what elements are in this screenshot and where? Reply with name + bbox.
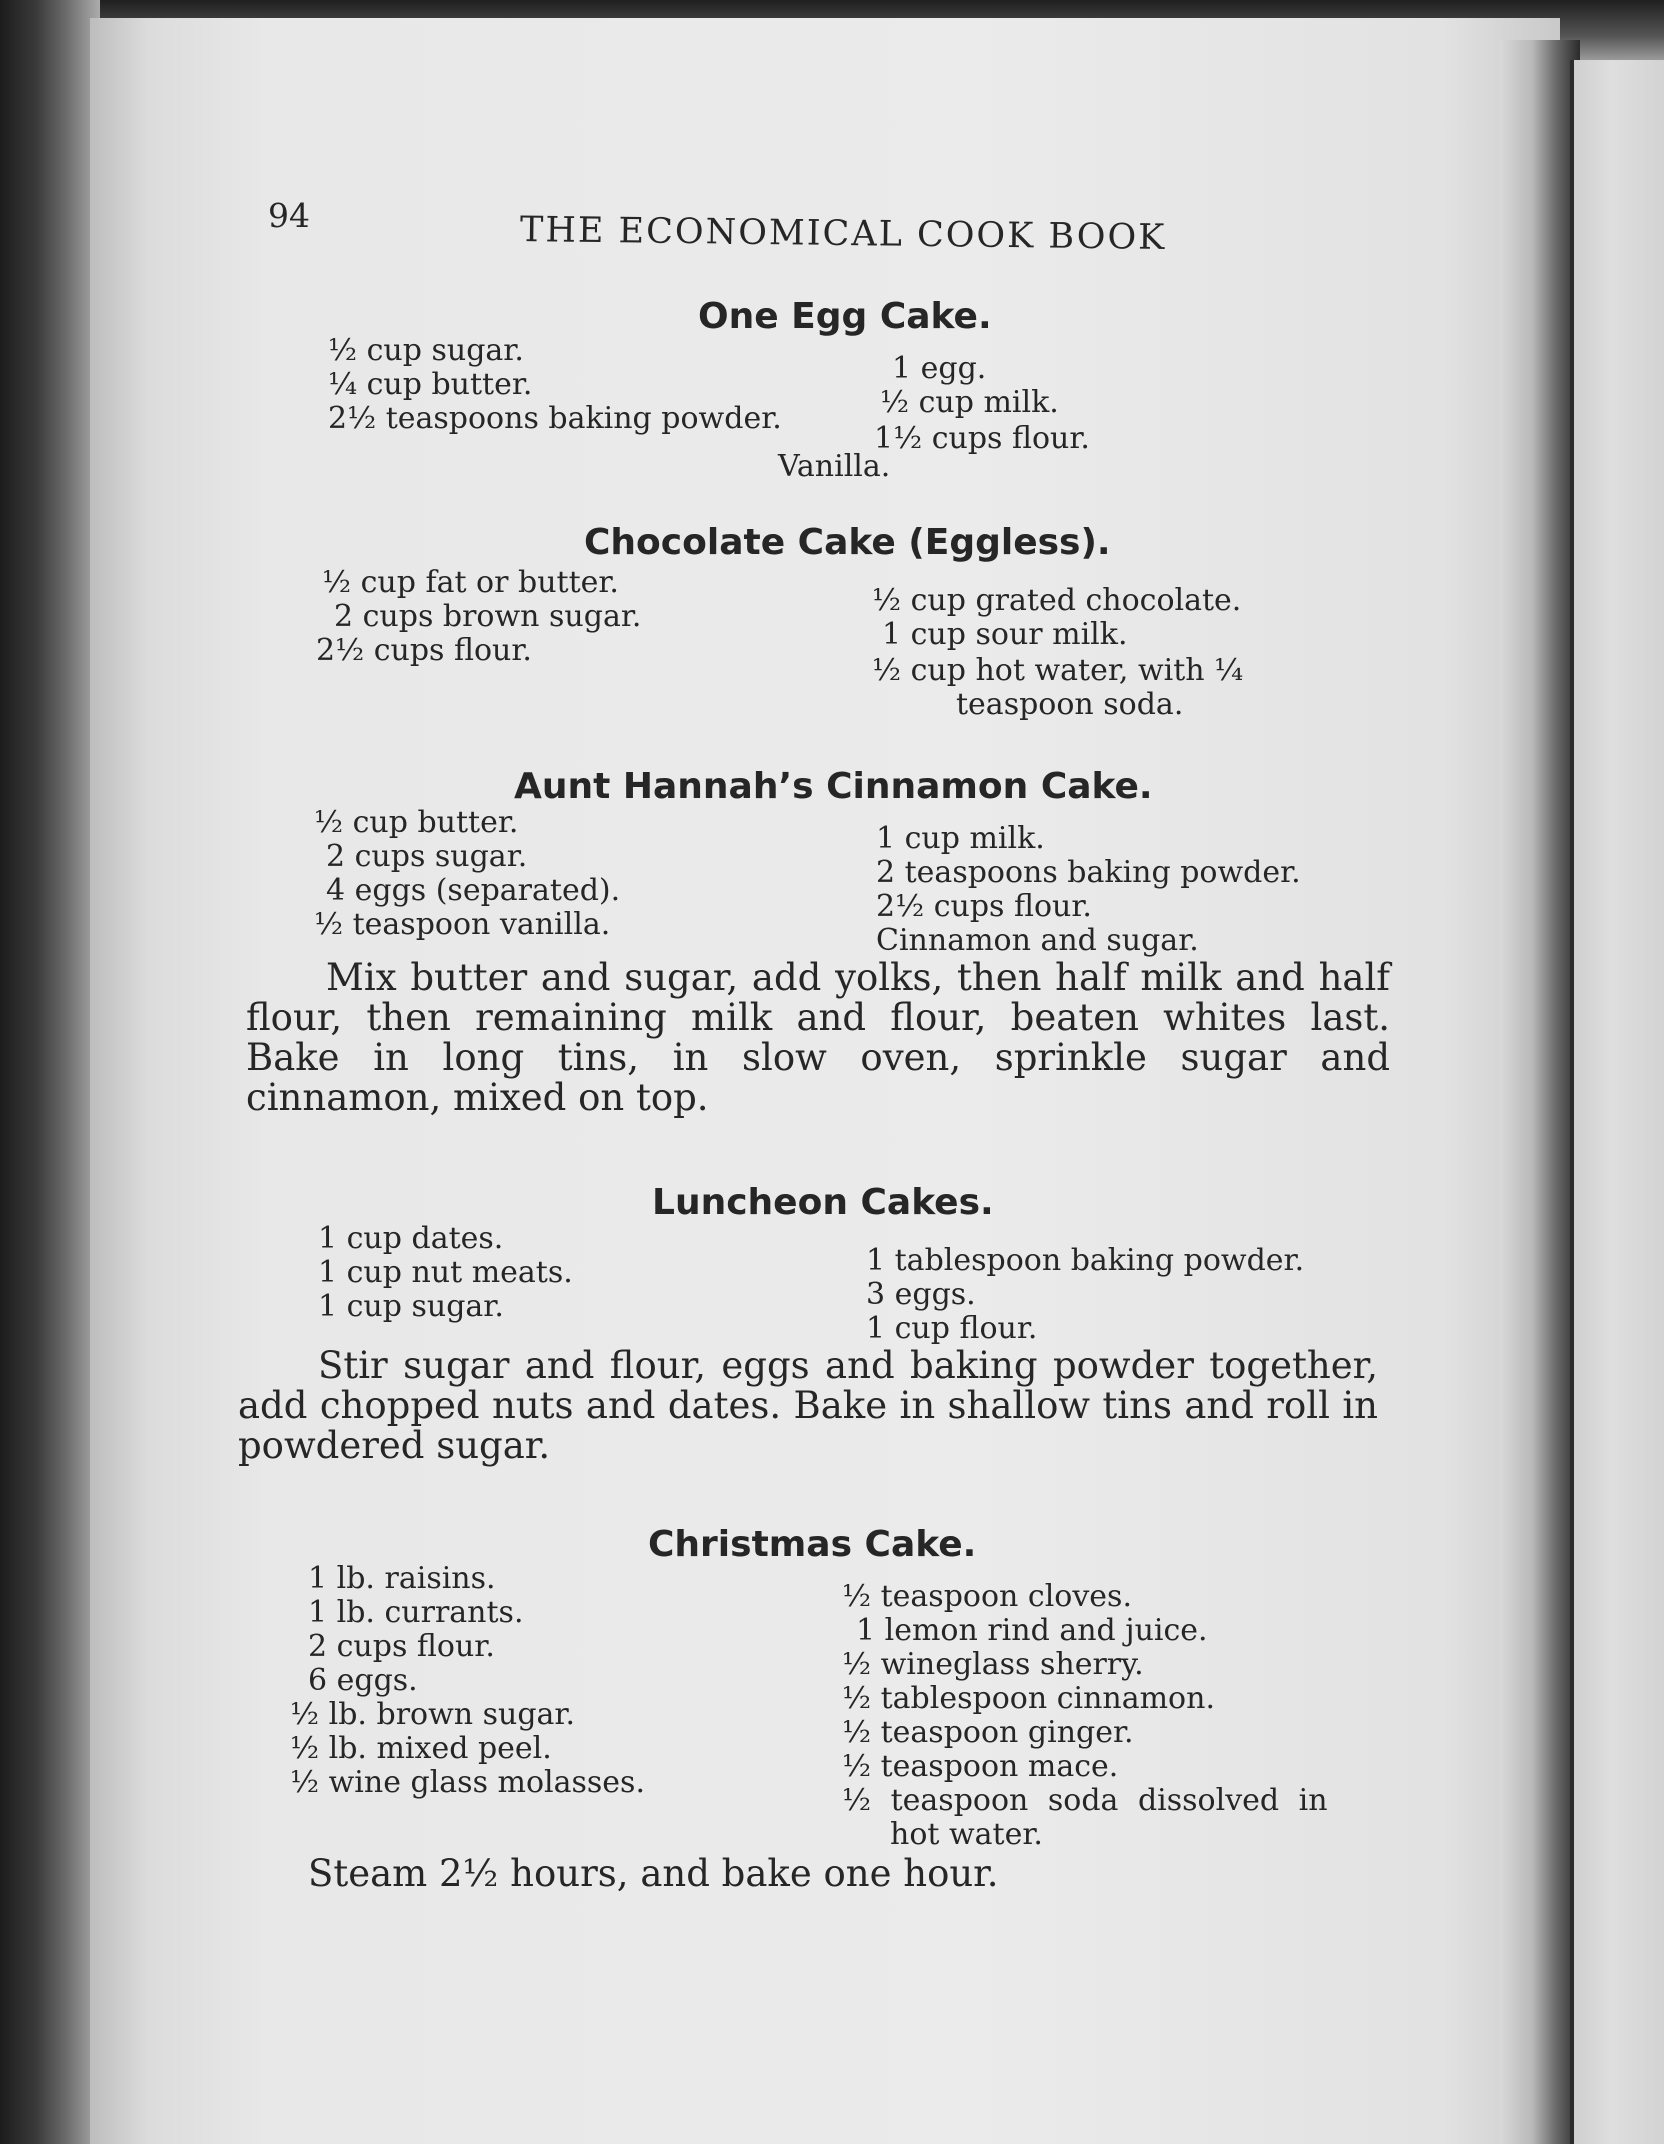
recipe-title-cinnamon-cake: Aunt Hannah’s Cinnamon Cake.: [514, 766, 1153, 807]
page-number: 94: [268, 196, 310, 235]
ingredient: ½ cup fat or butter.: [322, 565, 619, 600]
ingredient: 1 cup milk.: [876, 821, 1045, 856]
directions-cinnamon-cake: Mix butter and sugar, add yolks, then half milk and half flour, then remaining milk and flour, beaten whites last. Bake in long tins, in slow oven, sprinkle sugar and cinnamon, mixed on top.: [246, 956, 1390, 1119]
ingredient: 1 cup dates.: [318, 1221, 504, 1256]
ingredient: hot water.: [890, 1817, 1043, 1852]
ingredient: 1 tablespoon baking powder.: [866, 1243, 1305, 1278]
ingredient: 3 eggs.: [866, 1277, 976, 1312]
recipe-title-one-egg-cake: One Egg Cake.: [698, 296, 992, 337]
ingredient: ½ cup grated chocolate.: [872, 583, 1242, 618]
ingredient: 1 egg.: [892, 351, 987, 386]
ingredient: ½ teaspoon ginger.: [842, 1715, 1134, 1750]
ingredient: 1 cup flour.: [866, 1311, 1038, 1346]
ingredient: ½ lb. brown sugar.: [290, 1697, 576, 1732]
ingredient: 2½ cups flour.: [316, 633, 532, 668]
ingredient: 1 lemon rind and juice.: [856, 1613, 1208, 1648]
ingredient: 2 cups flour.: [308, 1629, 495, 1664]
ingredient: 6 eggs.: [308, 1663, 418, 1698]
ingredient: Cinnamon and sugar.: [876, 923, 1199, 958]
ingredient: ½ teaspoon cloves.: [842, 1579, 1132, 1614]
ingredient: 2 cups sugar.: [326, 839, 528, 874]
ingredient: 1 lb. currants.: [308, 1595, 524, 1630]
ingredient: ½ tablespoon cinnamon.: [842, 1681, 1215, 1716]
ingredient: 1 cup nut meats.: [318, 1255, 573, 1290]
ingredient: teaspoon soda.: [956, 687, 1184, 722]
ingredient: ½ teaspoon soda dissolved in: [842, 1783, 1328, 1818]
ingredient: 4 eggs (separated).: [326, 873, 621, 908]
ingredient: 1 cup sour milk.: [882, 617, 1128, 652]
ingredient: ½ cup sugar.: [328, 333, 524, 368]
ingredient: ½ lb. mixed peel.: [290, 1731, 552, 1766]
ingredient: ½ cup milk.: [880, 385, 1059, 420]
ingredient: 2 teaspoons baking powder.: [876, 855, 1301, 890]
ingredient: 1½ cups flour.: [874, 421, 1090, 456]
running-head: THE ECONOMICAL COOK BOOK: [519, 210, 1167, 258]
ingredient: ½ cup butter.: [314, 805, 519, 840]
ingredient: ½ wine glass molasses.: [290, 1765, 645, 1800]
recipe-title-chocolate-cake: Chocolate Cake (Eggless).: [584, 522, 1111, 563]
ingredient: 1 lb. raisins.: [308, 1561, 496, 1596]
directions-christmas-cake: Steam 2½ hours, and bake one hour.: [308, 1852, 999, 1895]
ingredient: 2½ cups flour.: [876, 889, 1092, 924]
directions-luncheon-cakes: Stir sugar and flour, eggs and baking powder together, add chopped nuts and dates. Bake in shallow tins and roll in powdered sugar.: [238, 1344, 1378, 1467]
ingredient: 2 cups brown sugar.: [334, 599, 642, 634]
ingredient: ¼ cup butter.: [328, 367, 533, 402]
ingredient: ½ cup hot water, with ¼: [872, 653, 1244, 688]
ingredient-vanilla: Vanilla.: [778, 449, 891, 484]
ingredient: ½ teaspoon vanilla.: [314, 907, 611, 942]
recipe-title-christmas-cake: Christmas Cake.: [648, 1524, 977, 1565]
ingredient: 1 cup sugar.: [318, 1289, 504, 1324]
ingredient: ½ wineglass sherry.: [842, 1647, 1144, 1682]
recipe-title-luncheon-cakes: Luncheon Cakes.: [652, 1182, 994, 1223]
ingredient: 2½ teaspoons baking powder.: [328, 401, 782, 436]
ingredient: ½ teaspoon mace.: [842, 1749, 1119, 1784]
